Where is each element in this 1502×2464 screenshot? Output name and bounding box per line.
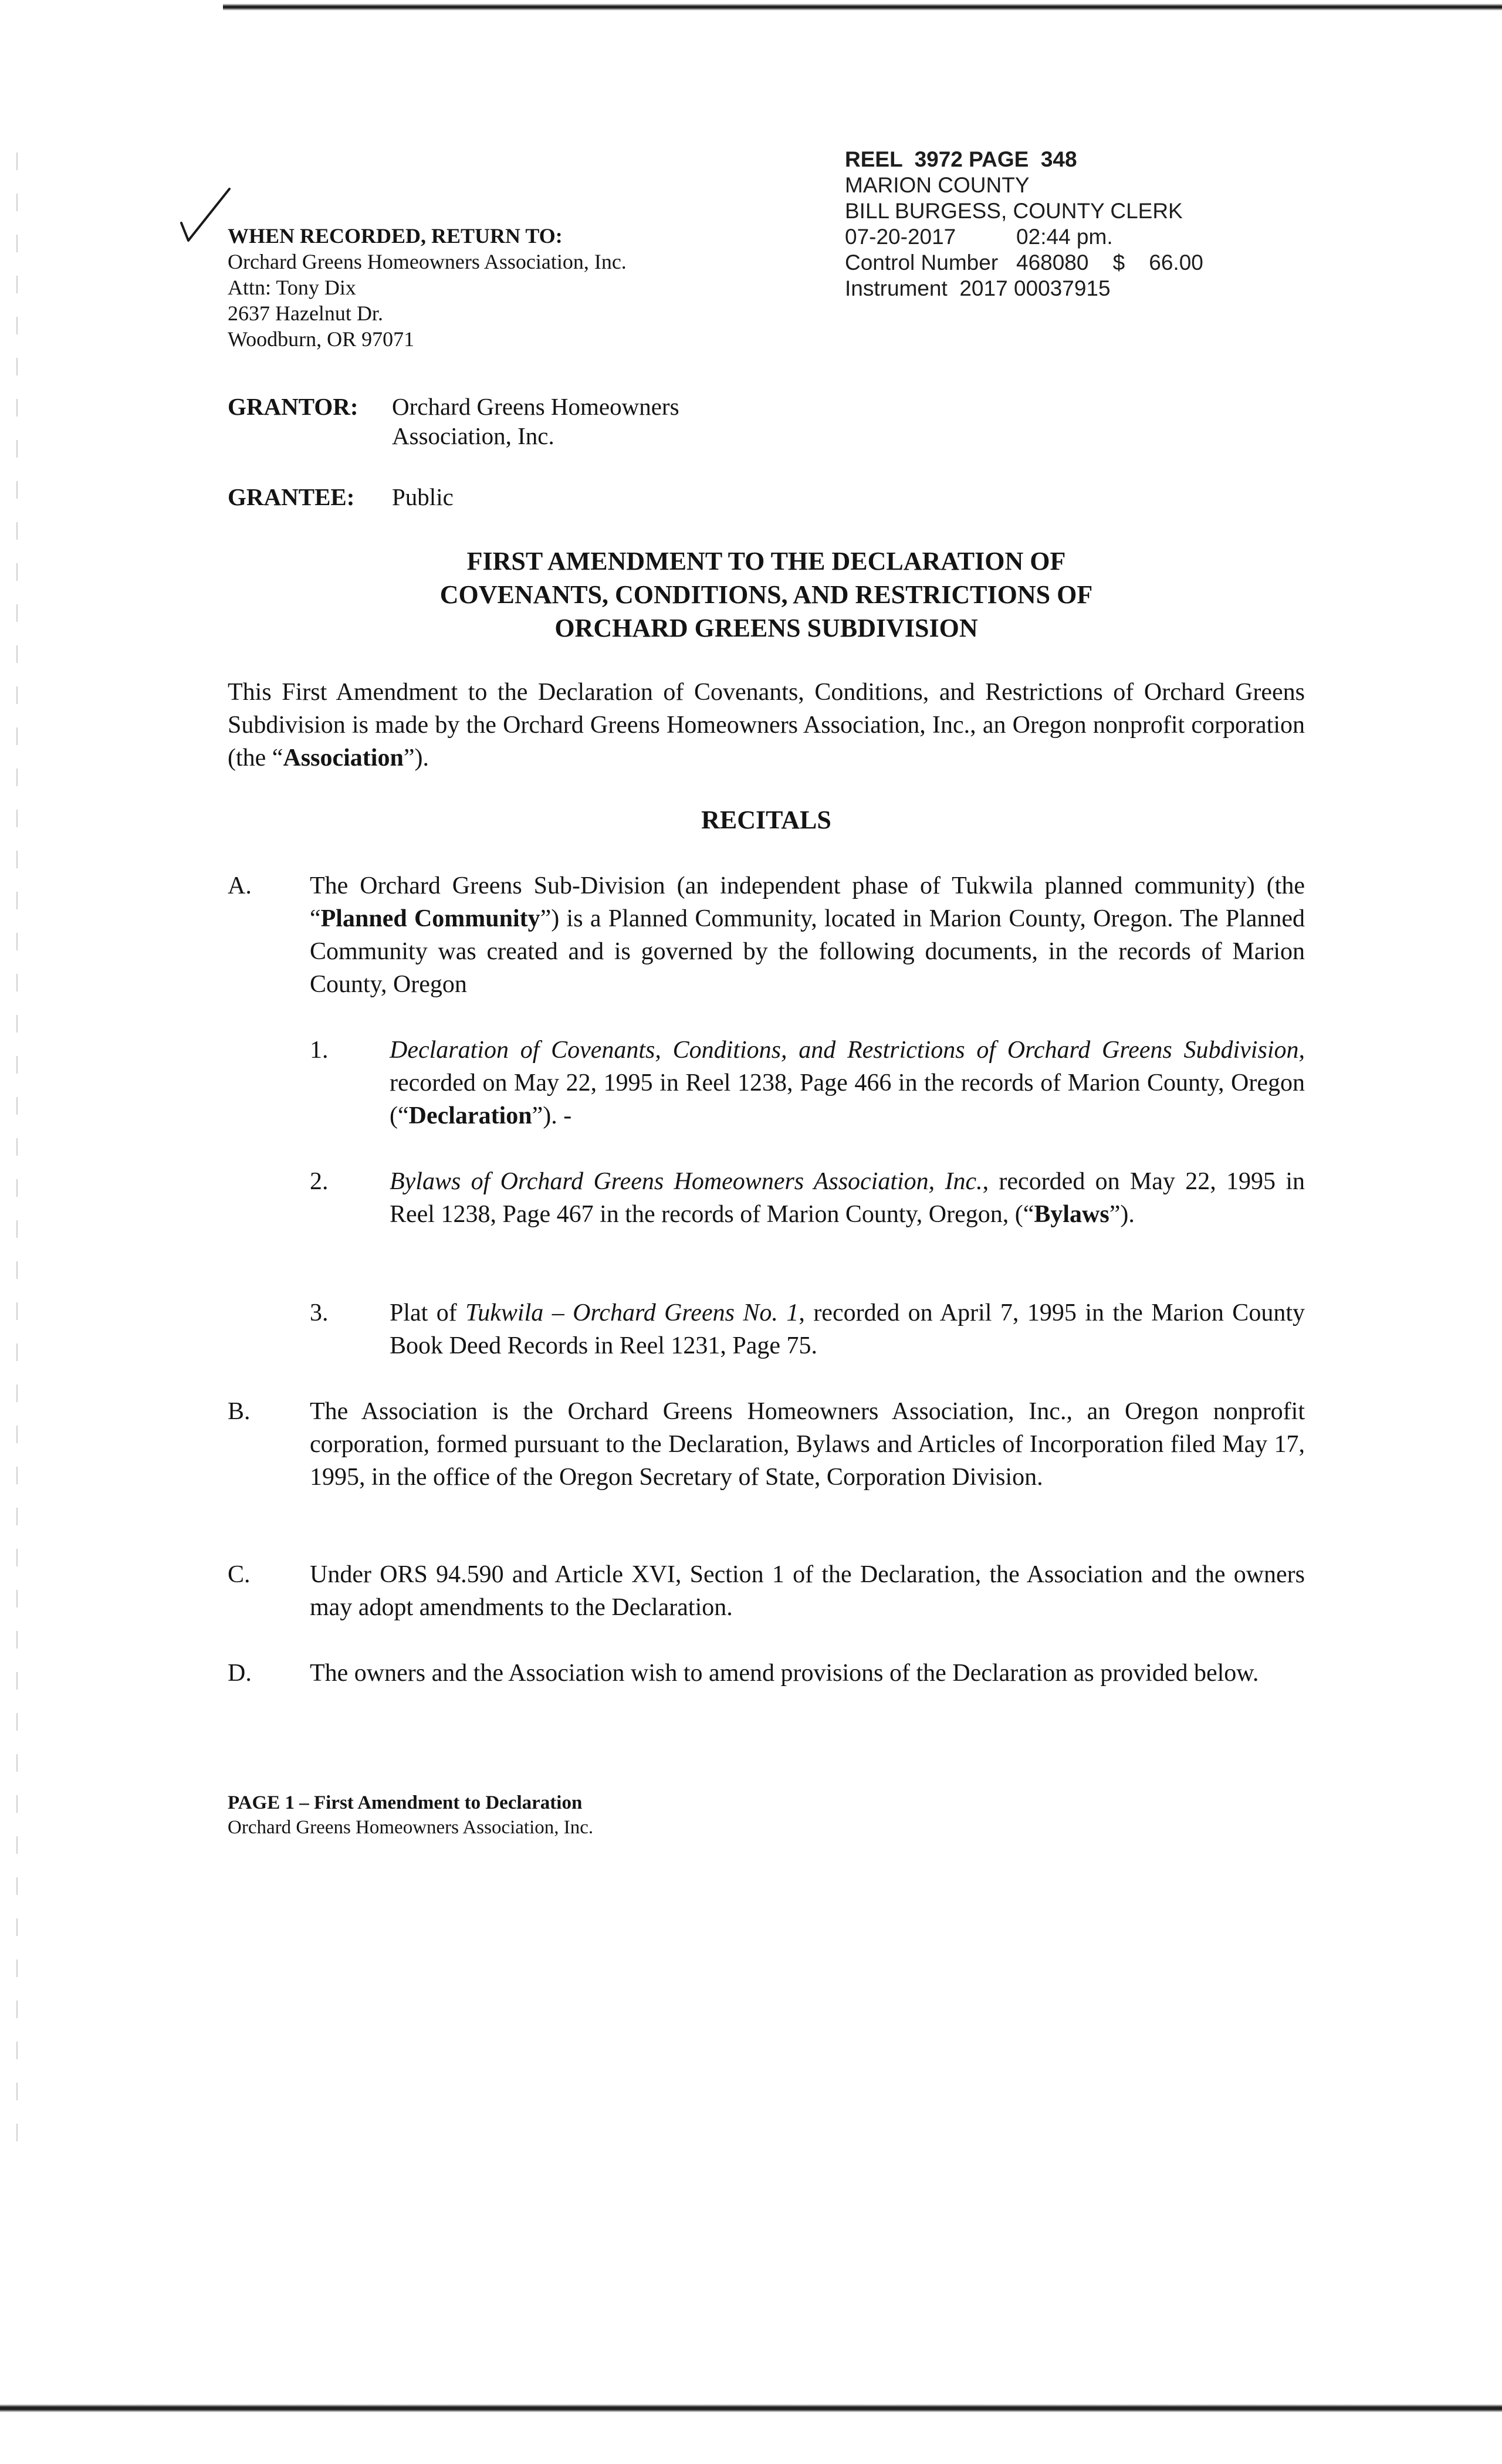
item-number: 3. (310, 1299, 329, 1326)
document-citation: Bylaws of Orchard Greens Homeowners Association, Inc. (390, 1168, 983, 1195)
checkmark-icon (179, 187, 232, 251)
stamp-reel-page: REEL 3972 PAGE 348 (845, 147, 1077, 171)
document-title (228, 544, 1305, 645)
recital-letter: C. (228, 1561, 251, 1588)
recital-letter: B. (228, 1398, 251, 1425)
return-line: Woodburn, OR 97071 (228, 327, 415, 351)
return-heading: WHEN RECORDED, RETURN TO: (228, 224, 563, 248)
defined-term-bylaws: Bylaws (1034, 1201, 1109, 1228)
recital-letter: D. (228, 1660, 252, 1687)
recital-b-text: The Association is the Orchard Greens Homeowners Association, Inc., an Oregon nonprofit corporation, formed pursuant to the Declaration, Bylaws and Articles of Incorporation filed May 17, 1995, in the office of the Oregon Secretary of State, Corporation Division. (310, 1398, 1305, 1491)
return-line: Attn: Tony Dix (228, 276, 356, 299)
stamp-date-time: 07-20-2017 02:44 pm. (845, 225, 1113, 249)
title-line: COVENANTS, CONDITIONS, AND RESTRICTIONS OF (439, 580, 1093, 609)
return-address-block (228, 223, 627, 352)
page-footer (228, 1791, 593, 1840)
recital-d-text: The owners and the Association wish to amend provisions of the Declaration as provided below. (310, 1660, 1259, 1687)
footer-org-line: Orchard Greens Homeowners Association, Inc. (228, 1817, 594, 1838)
footer-page-line: PAGE 1 – First Amendment to Declaration (228, 1792, 583, 1813)
stamp-instrument: Instrument 2017 00037915 (845, 276, 1111, 300)
recital-c-text: Under ORS 94.590 and Article XVI, Section 1 of the Declaration, the Association and the owners may adopt amendments to the Declaration. (310, 1561, 1305, 1621)
grantee-label: GRANTEE: (228, 483, 355, 510)
defined-term-planned-community: Planned Community (320, 905, 540, 932)
item-number: 2. (310, 1168, 329, 1195)
return-line: Orchard Greens Homeowners Association, Inc. (228, 250, 627, 273)
recitals-heading: RECITALS (701, 805, 831, 834)
recital-a-text: The Orchard Greens Sub-Division (an independent phase of Tukwila planned community) (the “Planned Community”) is a Planned Community, located in Marion County, Oregon. The Planned Community was created and is governed by the following documents, in the records of Marion County, Oregon (310, 872, 1305, 998)
return-line: 2637 Hazelnut Dr. (228, 302, 383, 325)
intro-paragraph: This First Amendment to the Declaration of Covenants, Conditions, and Restrictions of Orchard Greens Subdivision is made by the Orchard Greens Homeowners Association, Inc., an Oregon nonprofit corporation (the “Association”). (228, 679, 1305, 771)
stamp-control-number: Control Number 468080 $ 66.00 (845, 251, 1203, 275)
grantee-value: Public (392, 483, 454, 510)
grantor-value: Orchard Greens Homeowners Association, Inc. (392, 393, 679, 449)
scan-edge-top (223, 4, 1502, 11)
scan-edge-left (16, 153, 18, 2147)
document-citation: Declaration of Covenants, Conditions, and Restrictions of Orchard Greens Subdivision, (390, 1037, 1305, 1064)
item-number: 1. (310, 1037, 329, 1064)
stamp-county: MARION COUNTY (845, 173, 1030, 197)
defined-term-declaration: Declaration (408, 1102, 532, 1129)
document-citation: Tukwila – Orchard Greens No. 1 (465, 1299, 799, 1326)
grantor-label: GRANTOR: (228, 393, 358, 420)
defined-term-association: Association (283, 744, 404, 771)
recital-letter: A. (228, 872, 252, 899)
scan-edge-bottom (0, 2404, 1502, 2412)
title-line: ORCHARD GREENS SUBDIVISION (554, 614, 978, 642)
recording-stamp (845, 147, 1256, 302)
title-line: FIRST AMENDMENT TO THE DECLARATION OF (466, 547, 1066, 576)
stamp-clerk: BILL BURGESS, COUNTY CLERK (845, 199, 1183, 223)
